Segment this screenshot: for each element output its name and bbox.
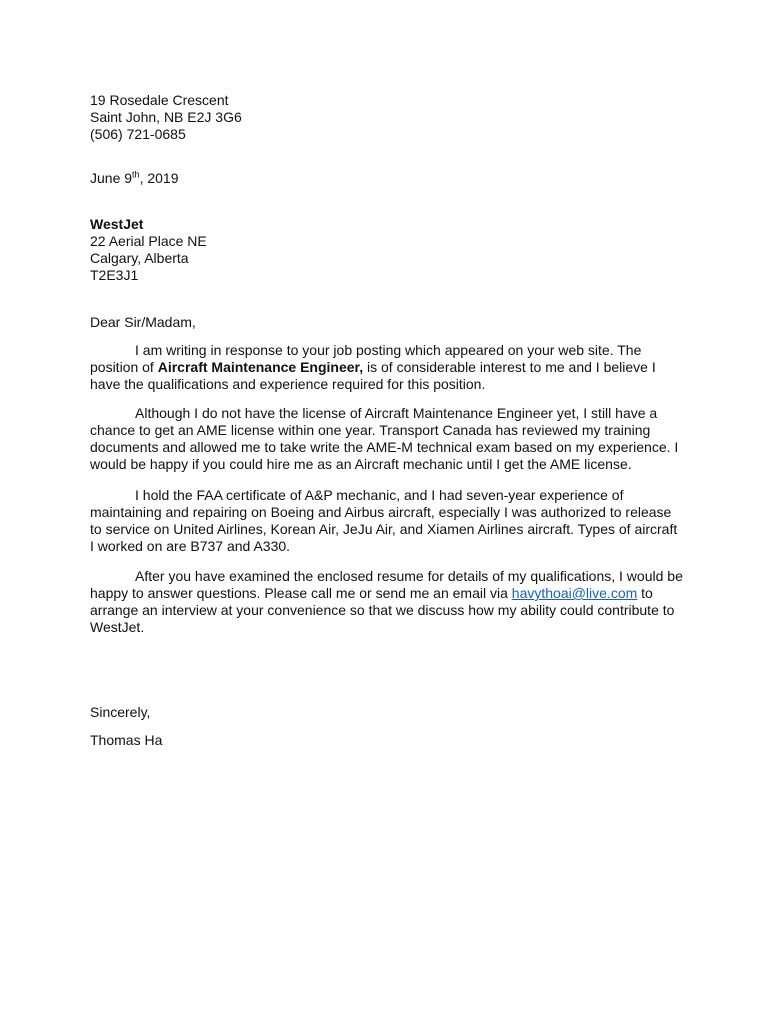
- paragraph-4-line-3: arrange an interview at your convenience so that we discuss how my ability could contribute to: [90, 602, 675, 618]
- job-title: Aircraft Maintenance Engineer,: [157, 359, 364, 375]
- paragraph-3-line-2: maintaining and repairing on Boeing and Airbus aircraft, especially I was authorized to release: [90, 504, 672, 520]
- recipient-address-line2: Calgary, Alberta: [90, 250, 189, 266]
- paragraph-4-line-2-pre: happy to answer questions. Please call me or send me an email via: [90, 585, 512, 601]
- date-year: , 2019: [139, 170, 179, 186]
- date-month-day: June 9: [90, 170, 133, 186]
- paragraph-2-line-2: chance to get an AME license within one year. Transport Canada has reviewed my training: [90, 422, 651, 438]
- paragraph-3-line-1: I hold the FAA certificate of A&P mechanic, and I had seven-year experience of: [135, 487, 624, 503]
- paragraph-1-line-3: have the qualifications and experience required for this position.: [90, 376, 486, 392]
- date-suffix: th: [132, 169, 140, 180]
- sender-phone: (506) 721-0685: [90, 126, 186, 142]
- sender-address-line2: Saint John, NB E2J 3G6: [90, 109, 242, 125]
- email-link[interactable]: havythoai@live.com: [511, 585, 638, 601]
- paragraph-3-line-4: I worked on are B737 and A330.: [90, 538, 291, 554]
- paragraph-1-line-2-pre: position of: [90, 359, 158, 375]
- paragraph-3: [90, 487, 690, 555]
- closing-text: Sincerely,: [90, 704, 151, 720]
- paragraph-2-line-3: documents and allowed me to take write the AME-M technical exam based on my experience. I: [90, 439, 679, 455]
- closing: [90, 704, 690, 721]
- paragraph-4: [90, 568, 690, 636]
- paragraph-2-line-1: Although I do not have the license of Aircraft Maintenance Engineer yet, I still have a: [135, 405, 658, 421]
- recipient-postal-code: T2E3J1: [90, 267, 139, 283]
- paragraph-1-line-1: I am writing in response to your job posting which appeared on your web site. The: [135, 342, 642, 358]
- sender-address-line1: 19 Rosedale Crescent: [90, 92, 229, 108]
- paragraph-4-line-2: [90, 585, 690, 602]
- paragraph-1: [90, 342, 690, 393]
- recipient-address: [90, 216, 690, 284]
- salutation-text: Dear Sir/Madam,: [90, 314, 196, 330]
- sender-address: [90, 92, 690, 143]
- signature-name: Thomas Ha: [90, 732, 163, 748]
- paragraph-4-line-2-post: to: [637, 585, 653, 601]
- recipient-address-line1: 22 Aerial Place NE: [90, 233, 207, 249]
- letter-date: [90, 170, 690, 187]
- paragraph-4-line-1: After you have examined the enclosed resume for details of my qualifications, I would be: [135, 568, 683, 584]
- paragraph-3-line-3: to service on United Airlines, Korean Air, JeJu Air, and Xiamen Airlines aircraft. Types of aircraft: [90, 521, 678, 537]
- paragraph-1-line-2: [90, 359, 690, 376]
- salutation: [90, 314, 690, 331]
- paragraph-2: [90, 405, 690, 473]
- paragraph-4-line-4: WestJet.: [90, 619, 145, 635]
- recipient-company: WestJet: [90, 216, 144, 232]
- paragraph-1-line-2-post: is of considerable interest to me and I believe I: [363, 359, 656, 375]
- paragraph-2-line-4: would be happy if you could hire me as an Aircraft mechanic until I get the AME license.: [90, 456, 632, 472]
- signature: [90, 732, 690, 749]
